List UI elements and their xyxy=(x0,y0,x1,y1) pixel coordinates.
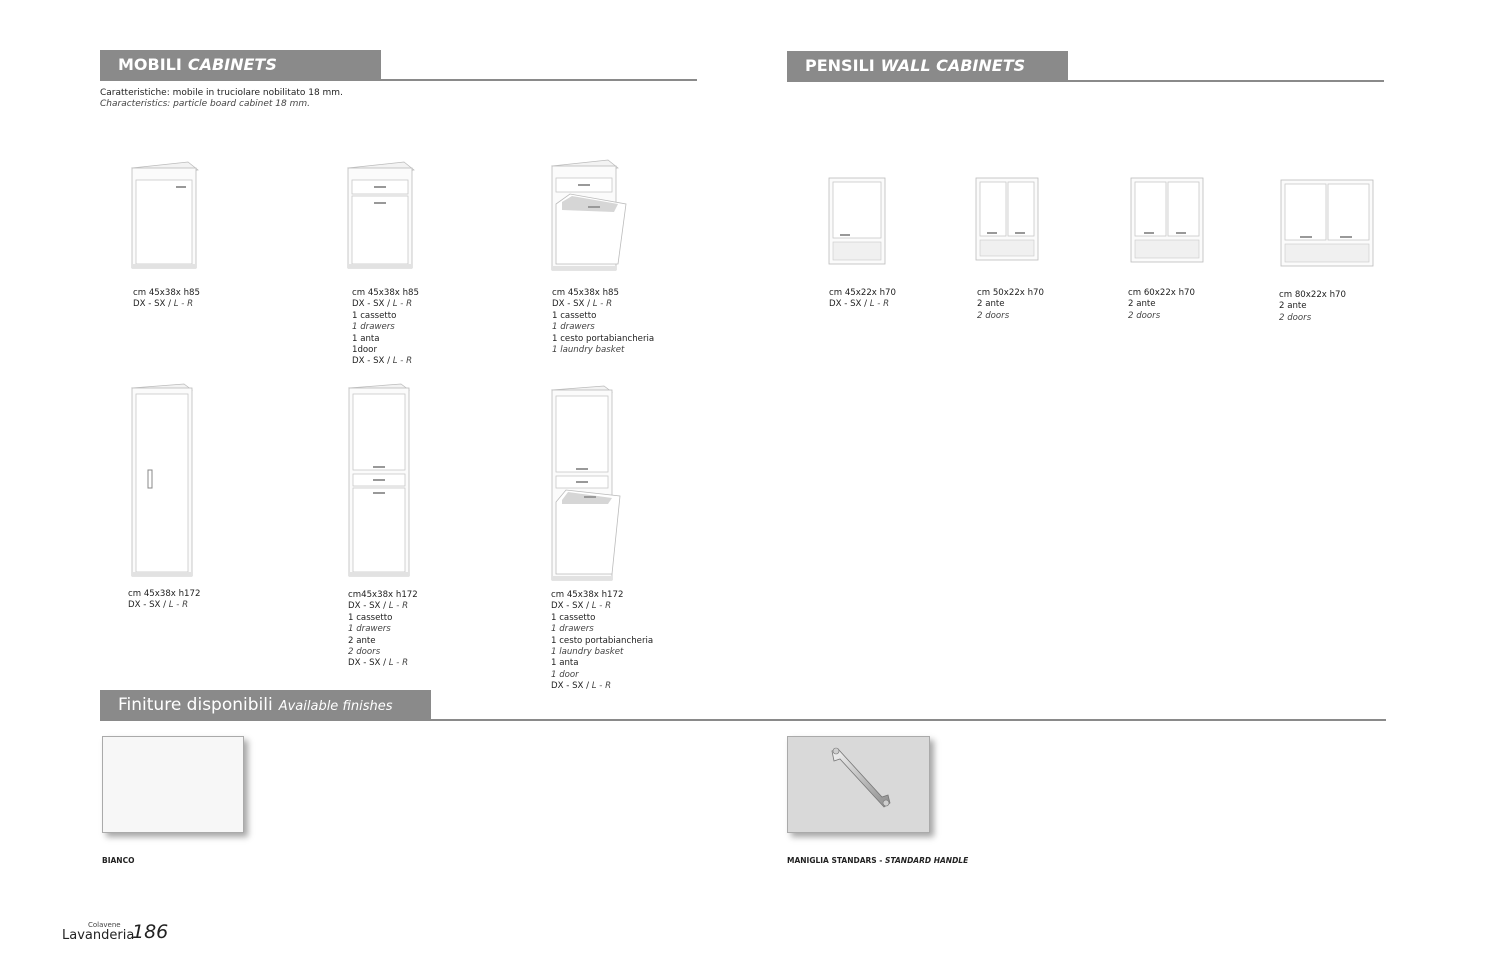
cabinet-image-6 xyxy=(548,384,628,584)
spec-line: 1 cesto portabiancheria xyxy=(551,635,654,646)
footer-brand: Colavene xyxy=(88,921,121,929)
spec-line: 1 anta xyxy=(551,658,579,669)
cabinet-spec-5 xyxy=(348,590,418,670)
handle-icon xyxy=(788,737,931,834)
spec-line: 1 cassetto xyxy=(551,612,596,623)
spec-line: 1 drawers xyxy=(352,322,395,333)
spec-line: DX - SX / L - R xyxy=(128,600,189,611)
wall-cabinet-spec-1 xyxy=(829,288,896,311)
spec-line: 1 drawers xyxy=(348,624,391,635)
cabinet-image-4 xyxy=(128,382,198,580)
spec-line: cm 80x22x h70 xyxy=(1279,290,1346,300)
spec-line: cm 45x38x h85 xyxy=(552,288,619,298)
spec-line: 2 ante xyxy=(977,299,1005,310)
wall-cabinet-image-4 xyxy=(1278,176,1376,270)
spec-line: DX - SX / L - R xyxy=(551,601,612,612)
cabinet-spec-3 xyxy=(552,288,654,356)
cabinet-spec-4 xyxy=(128,589,200,612)
spec-line: DX - SX / L - R xyxy=(133,299,194,310)
spec-line: DX - SX / L - R xyxy=(348,601,409,612)
section-header-finiture xyxy=(100,690,1386,721)
finish-label-bianco: BIANCO xyxy=(102,856,135,865)
cabinet-image-3 xyxy=(548,156,632,276)
spec-line: DX - SX / L - R xyxy=(352,356,413,367)
spec-line: cm 60x22x h70 xyxy=(1128,288,1195,298)
wall-cabinet-spec-4 xyxy=(1279,290,1346,324)
section-header-pensili xyxy=(787,51,1384,82)
cabinet-image-5 xyxy=(345,382,415,580)
finish-swatch-handle[interactable] xyxy=(787,736,930,833)
spec-line: 1 cassetto xyxy=(352,310,397,321)
spec-line: 1 cassetto xyxy=(552,310,597,321)
spec-line: 2 ante xyxy=(1279,301,1307,312)
spec-line: 1 drawers xyxy=(551,624,594,635)
cabinet-spec-1 xyxy=(133,288,200,311)
spec-line: DX - SX / L - R xyxy=(829,299,890,310)
section-title: MOBILI CABINETS xyxy=(100,50,381,80)
spec-line: 1 drawers xyxy=(552,322,595,333)
section-title: Finiture disponibili Available finishes xyxy=(100,690,431,720)
wall-cabinet-spec-3 xyxy=(1128,288,1195,322)
cabinet-image-2 xyxy=(344,158,418,274)
spec-line: cm 45x38x h172 xyxy=(128,589,201,599)
spec-line: cm 45x38x h85 xyxy=(352,288,419,298)
spec-line: cm 50x22x h70 xyxy=(977,288,1044,298)
spec-line: cm 45x22x h70 xyxy=(829,288,896,298)
cabinet-image-1 xyxy=(128,158,202,274)
spec-line: DX - SX / L - R xyxy=(348,658,409,669)
spec-line: 1 cassetto xyxy=(348,612,393,623)
section-title: PENSILI WALL CABINETS xyxy=(787,51,1068,81)
spec-line: DX - SX / L - R xyxy=(551,681,612,692)
spec-line: DX - SX / L - R xyxy=(352,299,413,310)
wall-cabinet-spec-2 xyxy=(977,288,1044,322)
section-header-mobili xyxy=(100,50,697,81)
spec-line: 1 cesto portabiancheria xyxy=(552,333,655,344)
spec-line: 2 doors xyxy=(1128,310,1161,321)
spec-line: cm 45x38x h172 xyxy=(551,590,624,600)
spec-line: 1 anta xyxy=(352,333,380,344)
spec-line: 2 doors xyxy=(977,310,1010,321)
wall-cabinet-image-3 xyxy=(1128,174,1206,266)
finish-swatch-bianco[interactable] xyxy=(102,736,244,833)
spec-line: 1 laundry basket xyxy=(551,647,624,658)
spec-line: cm45x38x h172 xyxy=(348,590,418,600)
wall-cabinet-image-1 xyxy=(826,174,890,268)
characteristics-note: Caratteristiche: mobile in truciolare nobilitato 18 mm. Characteristics: particle board cabinet 18 mm. xyxy=(100,88,343,109)
spec-line: 1door xyxy=(352,345,377,356)
wall-cabinet-image-2 xyxy=(973,174,1041,264)
spec-line: 2 doors xyxy=(348,647,381,658)
page-number: 186 xyxy=(132,921,169,943)
spec-line: 2 doors xyxy=(1279,312,1312,323)
finish-label-handle: MANIGLIA STANDARS - STANDARD HANDLE xyxy=(787,856,969,865)
spec-line: 1 door xyxy=(551,669,579,680)
spec-line: cm 45x38x h85 xyxy=(133,288,200,298)
spec-line: 1 laundry basket xyxy=(552,345,625,356)
cabinet-spec-2 xyxy=(352,288,419,368)
footer-category: Lavanderia xyxy=(62,928,135,943)
cabinet-spec-6 xyxy=(551,590,653,693)
spec-line: DX - SX / L - R xyxy=(552,299,613,310)
spec-line: 2 ante xyxy=(348,635,376,646)
spec-line: 2 ante xyxy=(1128,299,1156,310)
